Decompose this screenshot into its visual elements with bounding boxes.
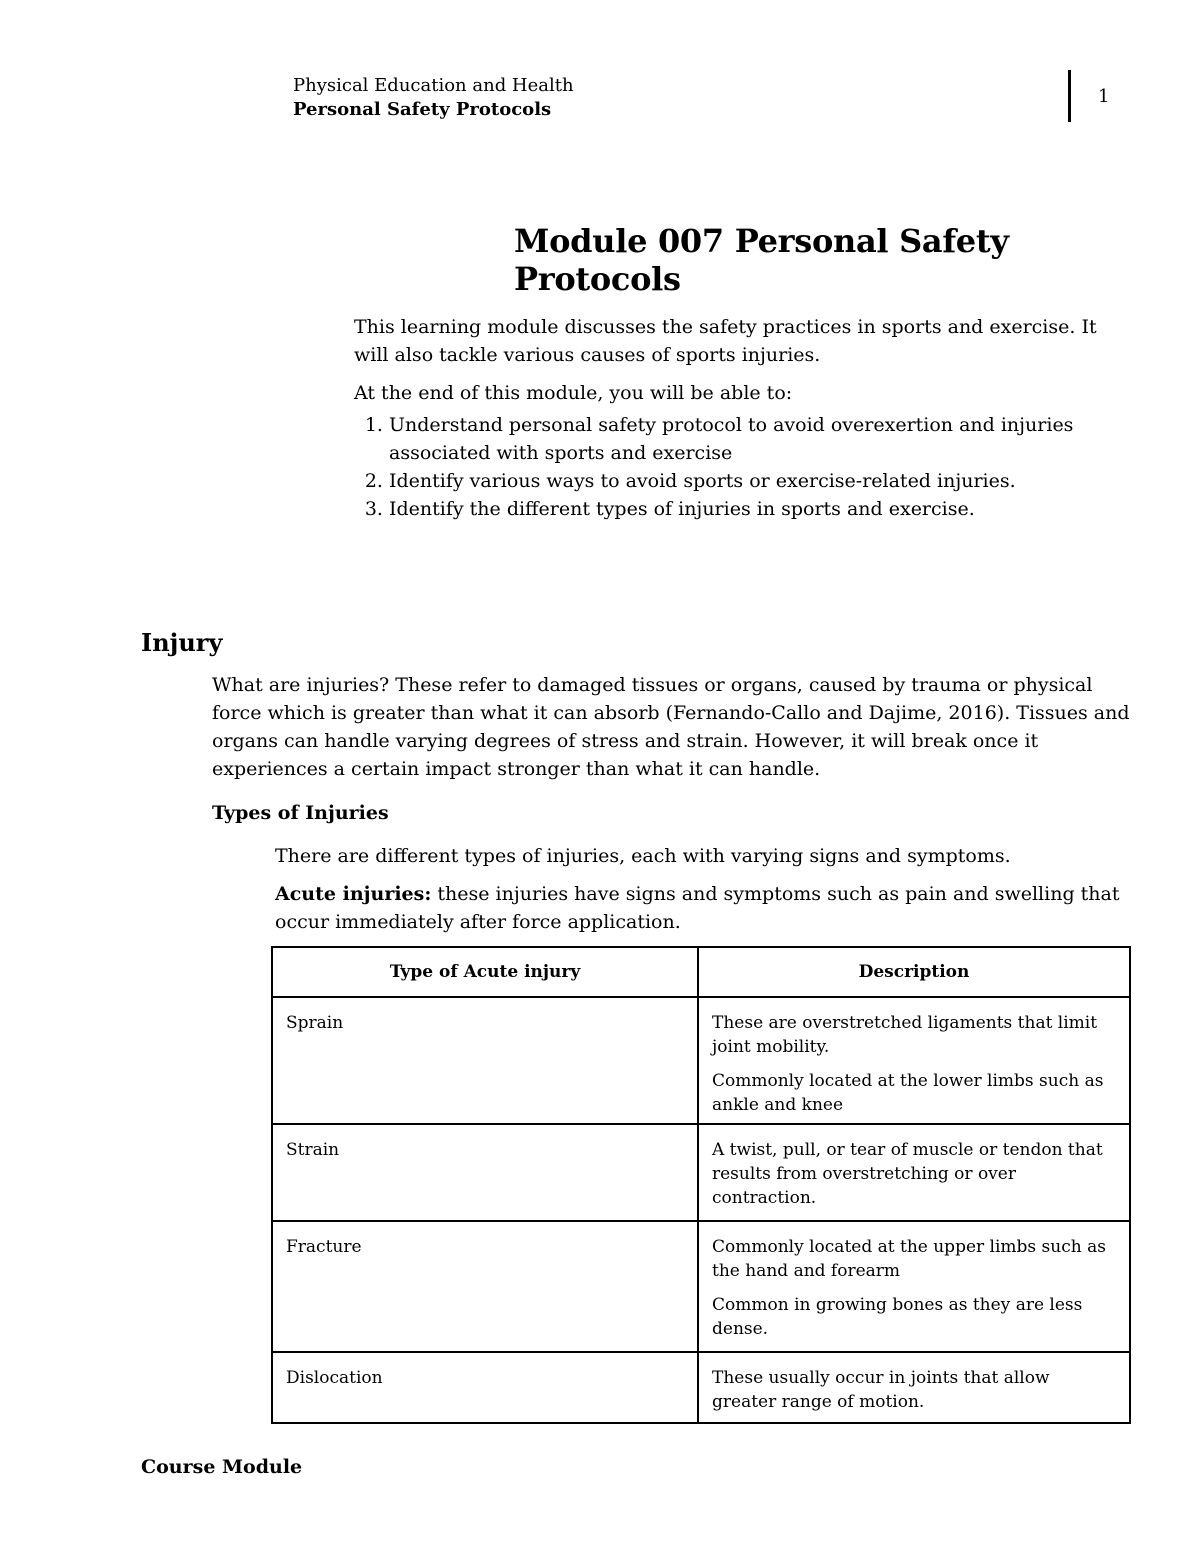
acute-paragraph	[275, 880, 1135, 936]
page-footer: Course Module	[141, 1456, 303, 1478]
description-cell	[698, 1124, 1130, 1221]
objective-item: 2. Identify various ways to avoid sports or exercise-related injuries.	[389, 467, 1134, 495]
module-title: Module 007 Personal Safety Protocols	[514, 222, 1009, 298]
objectives-lead: At the end of this module, you will be able to:	[354, 382, 793, 404]
injury-heading: Injury	[141, 628, 223, 657]
objective-item: 1. Understand personal safety protocol to avoid overexertion and injuries associated with sports and exercise	[389, 411, 1134, 467]
header-divider	[1068, 70, 1071, 122]
column-header-description: Description	[698, 947, 1130, 997]
table-row	[272, 1124, 1130, 1221]
acute-injury-table	[271, 946, 1131, 1424]
header-subject: Physical Education and Health	[293, 75, 574, 96]
injury-type-cell: Dislocation	[272, 1352, 698, 1423]
injury-paragraph: What are injuries? These refer to damaged tissues or organs, caused by trauma or physical force which is greater than what it can absorb (Fernando-Callo and Dajime, 2016). Tissues and organs can handle varying degrees of stress and strain. However, it will break once it experiences a certain impact stronger than what it can handle.	[212, 674, 1130, 780]
description-text: Commonly located at the lower limbs such as ankle and knee	[712, 1071, 1104, 1115]
acute-lead: Acute injuries:	[275, 883, 432, 905]
column-header-type: Type of Acute injury	[272, 947, 698, 997]
table-row	[272, 1221, 1130, 1352]
page-number: 1	[1098, 86, 1110, 107]
injury-type-cell: Fracture	[272, 1221, 698, 1352]
description-text: Commonly located at the upper limbs such as the hand and forearm	[712, 1237, 1106, 1281]
description-cell	[698, 997, 1130, 1124]
types-paragraph: There are different types of injuries, each with varying signs and symptoms.	[275, 845, 1011, 867]
table-header-row	[272, 947, 1130, 997]
running-header	[293, 74, 574, 122]
table-row	[272, 997, 1130, 1124]
types-heading: Types of Injuries	[212, 802, 389, 824]
intro-paragraph: This learning module discusses the safety practices in sports and exercise. It will also tackle various causes of sports injuries.	[354, 316, 1097, 366]
description-text: These are overstretched ligaments that limit joint mobility.	[712, 1013, 1098, 1057]
description-text: These usually occur in joints that allow greater range of motion.	[712, 1368, 1050, 1412]
objectives-list	[354, 411, 1134, 523]
header-topic: Personal Safety Protocols	[293, 99, 552, 120]
description-cell	[698, 1352, 1130, 1423]
intro-section	[354, 313, 1134, 523]
table-row	[272, 1352, 1130, 1423]
injury-type-cell: Sprain	[272, 997, 698, 1124]
description-cell	[698, 1221, 1130, 1352]
acute-text: these injuries have signs and symptoms such as pain and swelling that occur immediately after force application.	[275, 883, 1120, 933]
injury-type-cell: Strain	[272, 1124, 698, 1221]
objective-item: 3. Identify the different types of injuries in sports and exercise.	[389, 495, 1134, 523]
description-text: A twist, pull, or tear of muscle or tendon that results from overstretching or over contraction.	[712, 1140, 1103, 1208]
description-text: Common in growing bones as they are less dense.	[712, 1295, 1083, 1339]
